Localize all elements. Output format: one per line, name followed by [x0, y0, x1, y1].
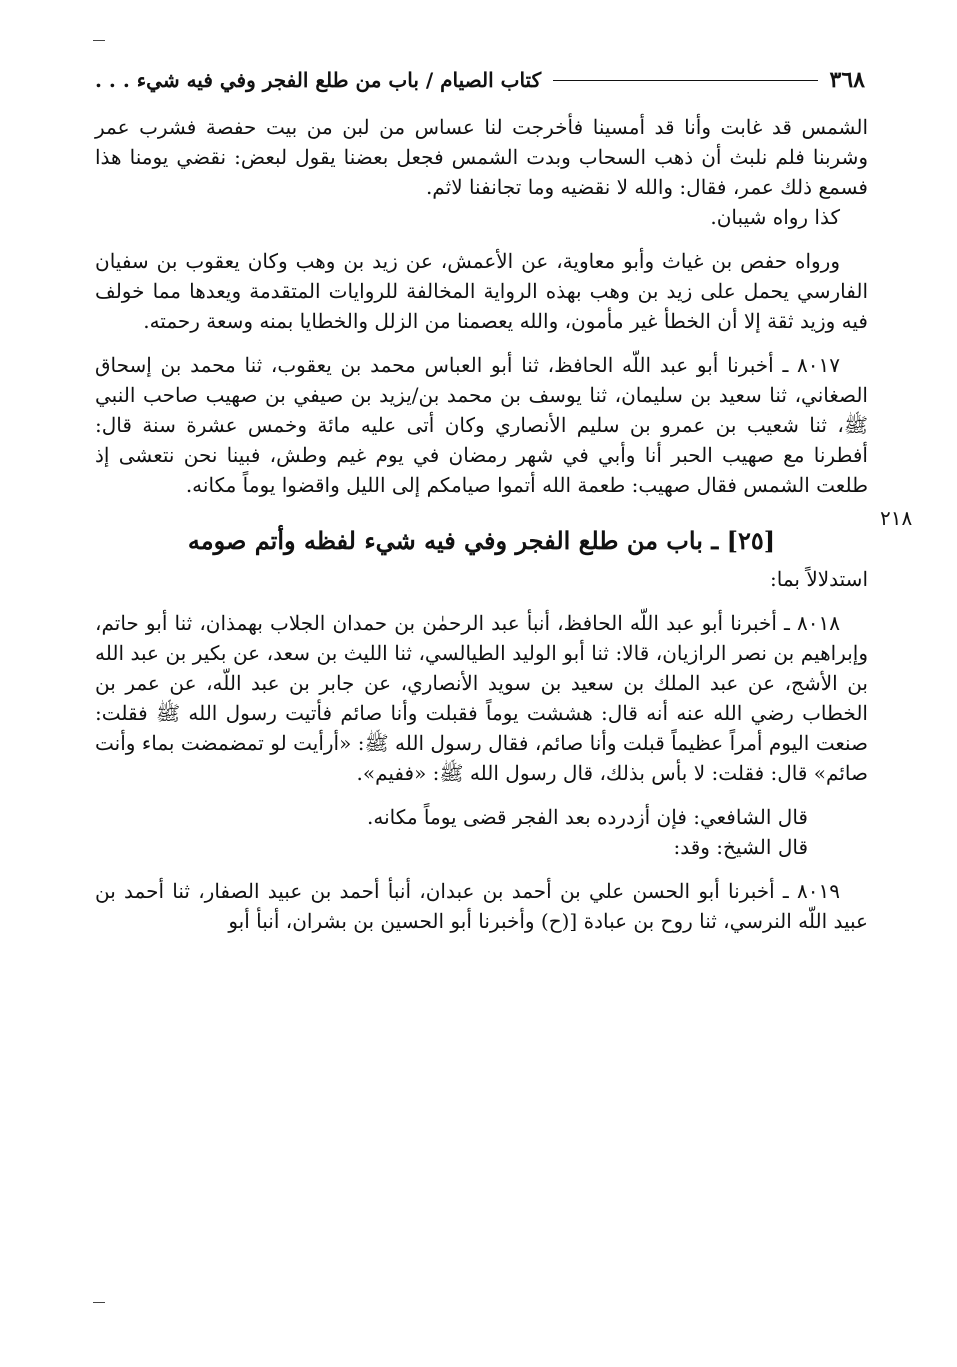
- quote-line: قال الشافعي: فإن أزدرده بعد الفجر قضى يوماً مكانه.: [367, 805, 808, 829]
- quote-line: قال الشيخ: وقد:: [673, 835, 808, 859]
- page-header: [95, 62, 865, 98]
- hadith-paragraph: ٨٠١٧ ـ أخبرنا أبو عبد اللّه الحافظ، ثنا أبو العباس محمد بن يعقوب، ثنا محمد بن إسحاق الصغاني، ثنا سعيد بن سليمان، ثنا يوسف بن محمد بن/يزيد بن صيفي بن صهيب صاحب النبي ﷺ، ثنا شعيب بن عمرو بن سليم الأنصاري وكان أتى عليه مائة وخمس عشرة سنة قال: أفطرنا مع صهيب الحبر أنا وأبي في شهر رمضان في يوم غيم وطش، فبينا نحن نتعشى إذ طلعت الشمس فقال صهيب: طعمة الله أتموا صيامكم إلى الليل واقضوا يوماً مكانه.: [95, 353, 868, 497]
- page-number: ٣٦٨: [829, 67, 865, 93]
- hadith-paragraph: ٨٠١٨ ـ أخبرنا أبو عبد اللّه الحافظ، أنبأ عبد الرحمٰن بن حمدان الجلاب بهمذان، ثنا أبو حاتم، وإبراهيم بن نصر الرازيان، قالا: ثنا أبو الوليد الطيالسي، ثنا الليث بن سعد، عن بكير بن عبد الله بن الأشج، عن عبد الملك بن سعيد بن سويد الأنصاري، عن جابر بن عبد اللّه، عن عمر بن الخطاب رضي الله عنه أنه قال: هششت يوماً فقبلت وأنا صائم فأتيت رسول الله ﷺ فقلت: صنعت اليوم أمراً عظيماً قبلت وأنا صائم، فقال رسول الله ﷺ: «أرأيت لو تمضمضت بماء وأنت صائم» قال: فقلت: لا بأس بذلك، قال رسول الله ﷺ: «ففيم».: [95, 611, 869, 785]
- hadith-paragraph: ٨٠١٩ ـ أخبرنا أبو الحسن علي بن أحمد بن عبدان، أنبأ أحمد بن عبيد الصفار، ثنا أحمد بن عبيد اللّه النرسي، ثنا روح بن عبادة [(ح) وأخبرنا أبو الحسين بن بشران، أنبأ أبو: [95, 879, 868, 933]
- paragraph: استدلالاً بما:: [770, 567, 868, 591]
- paragraph: الشمس قد غابت وأنا قد أمسينا فأخرجت لنا عساس من لبن من بيت حفصة فشرب عمر وشربنا فلم نلبث أن ذهب السحاب وبدت الشمس فجعل بعضنا يقول لبعض: نقضي يومنا هذا فسمع ذلك عمر، فقال: والله لا نقضيه وما تجانفنا لاثم.: [95, 115, 868, 199]
- chapter-heading: [٢٥] ـ باب من طلع الفجر وفي فيه شيء لفظه وأتم صومه: [187, 526, 776, 555]
- running-title: كتاب الصيام / باب من طلع الفجر وفي فيه شيء . . .: [95, 68, 542, 92]
- paragraph: كذا رواه شيبان.: [710, 205, 840, 229]
- crop-mark: [93, 1302, 105, 1303]
- main-text: [95, 112, 868, 936]
- header-rule: [553, 80, 817, 81]
- paragraph: ورواه حفص بن غياث وأبو معاوية، عن الأعمش، عن زيد بن وهب وكان يعقوب بن سفيان الفارسي يحمل على زيد بن وهب بهذه الرواية المخالفة للروايات المتقدمة ويعدها مما خولف فيه وزيد ثقة إلا أن الخطأ غير مأمون، والله يعصمنا من الزلل والخطايا بمنه وسعة رحمته.: [95, 249, 868, 333]
- margin-page-reference: ٢١٨: [880, 506, 913, 530]
- crop-mark: [93, 40, 105, 41]
